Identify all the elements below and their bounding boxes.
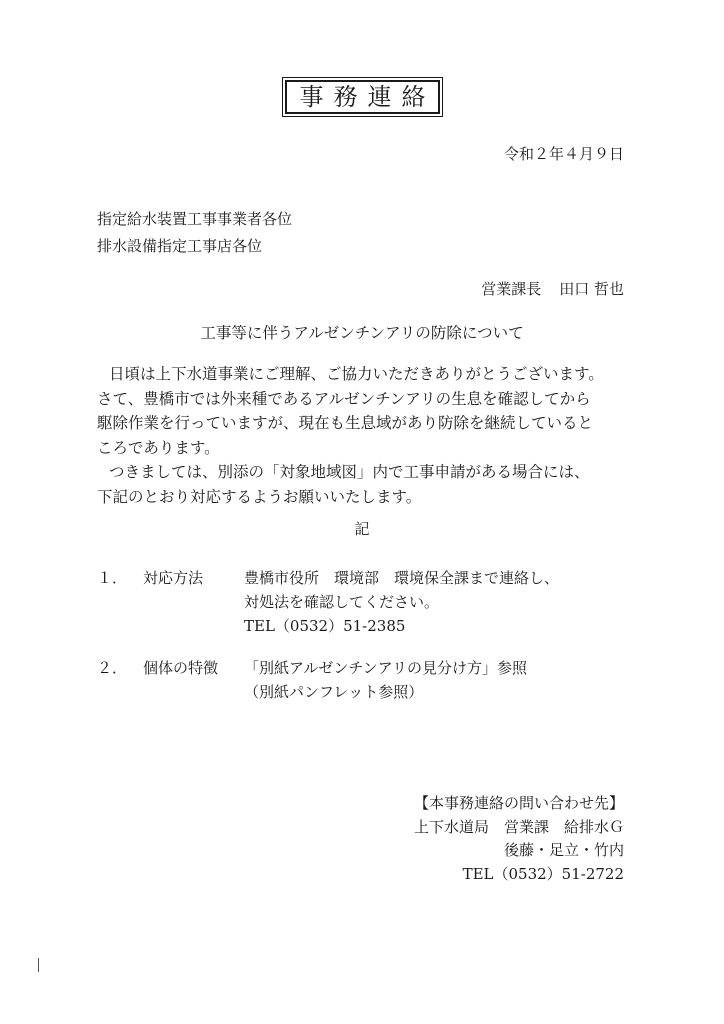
sender-name: 田口 哲也 <box>559 280 624 298</box>
item-number: ２． <box>97 659 128 677</box>
item-number: １． <box>97 569 128 587</box>
item-detail-line: （別紙パンフレット参照） <box>244 683 424 701</box>
recipient-line: 排水設備指定工事店各位 <box>97 237 263 255</box>
document-date: 令和２年４月９日 <box>503 145 624 163</box>
document-subject: 工事等に伴うアルゼンチンアリの防除について <box>200 324 524 342</box>
body-line: 日頃は上下水道事業にご理解、ご協力いただきありがとうございます。 <box>109 365 604 383</box>
item-detail-line: 豊橋市役所 環境部 環境保全課まで連絡し、 <box>244 569 560 587</box>
body-paragraphs <box>97 362 604 509</box>
body-line: つきましては、別添の「対象地域図」内で工事申請がある場合には、 <box>109 463 590 481</box>
item-detail-line: TEL（0532）51-2385 <box>244 617 406 635</box>
contact-staff: 後藤・足立・竹内 <box>503 841 624 859</box>
item-label: 対応方法 <box>143 569 204 587</box>
item-label: 個体の特徴 <box>143 659 219 677</box>
document-title-box <box>285 80 440 114</box>
contact-tel: TEL（0532）51-2722 <box>462 864 624 883</box>
recipients-block <box>97 206 292 260</box>
item-detail-line: 「別紙アルゼンチンアリの見分け方」参照 <box>244 659 528 677</box>
scan-mark <box>38 958 39 972</box>
document-title: 事務連絡 <box>299 83 436 111</box>
body-line: 下記のとおり対応するようお願いいたします。 <box>97 487 422 506</box>
item-detail-line: 対処法を確認してください。 <box>244 593 440 611</box>
sender-position: 営業課長 <box>481 280 542 298</box>
body-line: 駆除作業を行っていますが、現在も生息域があり防除を継続していると <box>97 414 594 432</box>
ki-heading: 記 <box>354 520 370 538</box>
body-line: さて、豊橋市では外来種であるアルゼンチンアリの生息を確認してから <box>97 389 591 408</box>
contact-heading: 【本事務連絡の問い合わせ先】 <box>413 794 624 812</box>
body-line: ころであります。 <box>97 438 220 457</box>
recipient-line: 指定給水装置工事事業者各位 <box>97 210 293 228</box>
contact-department: 上下水道局 営業課 給排水Ｇ <box>413 817 624 836</box>
contact-block <box>414 792 624 886</box>
sender-block <box>481 278 624 299</box>
